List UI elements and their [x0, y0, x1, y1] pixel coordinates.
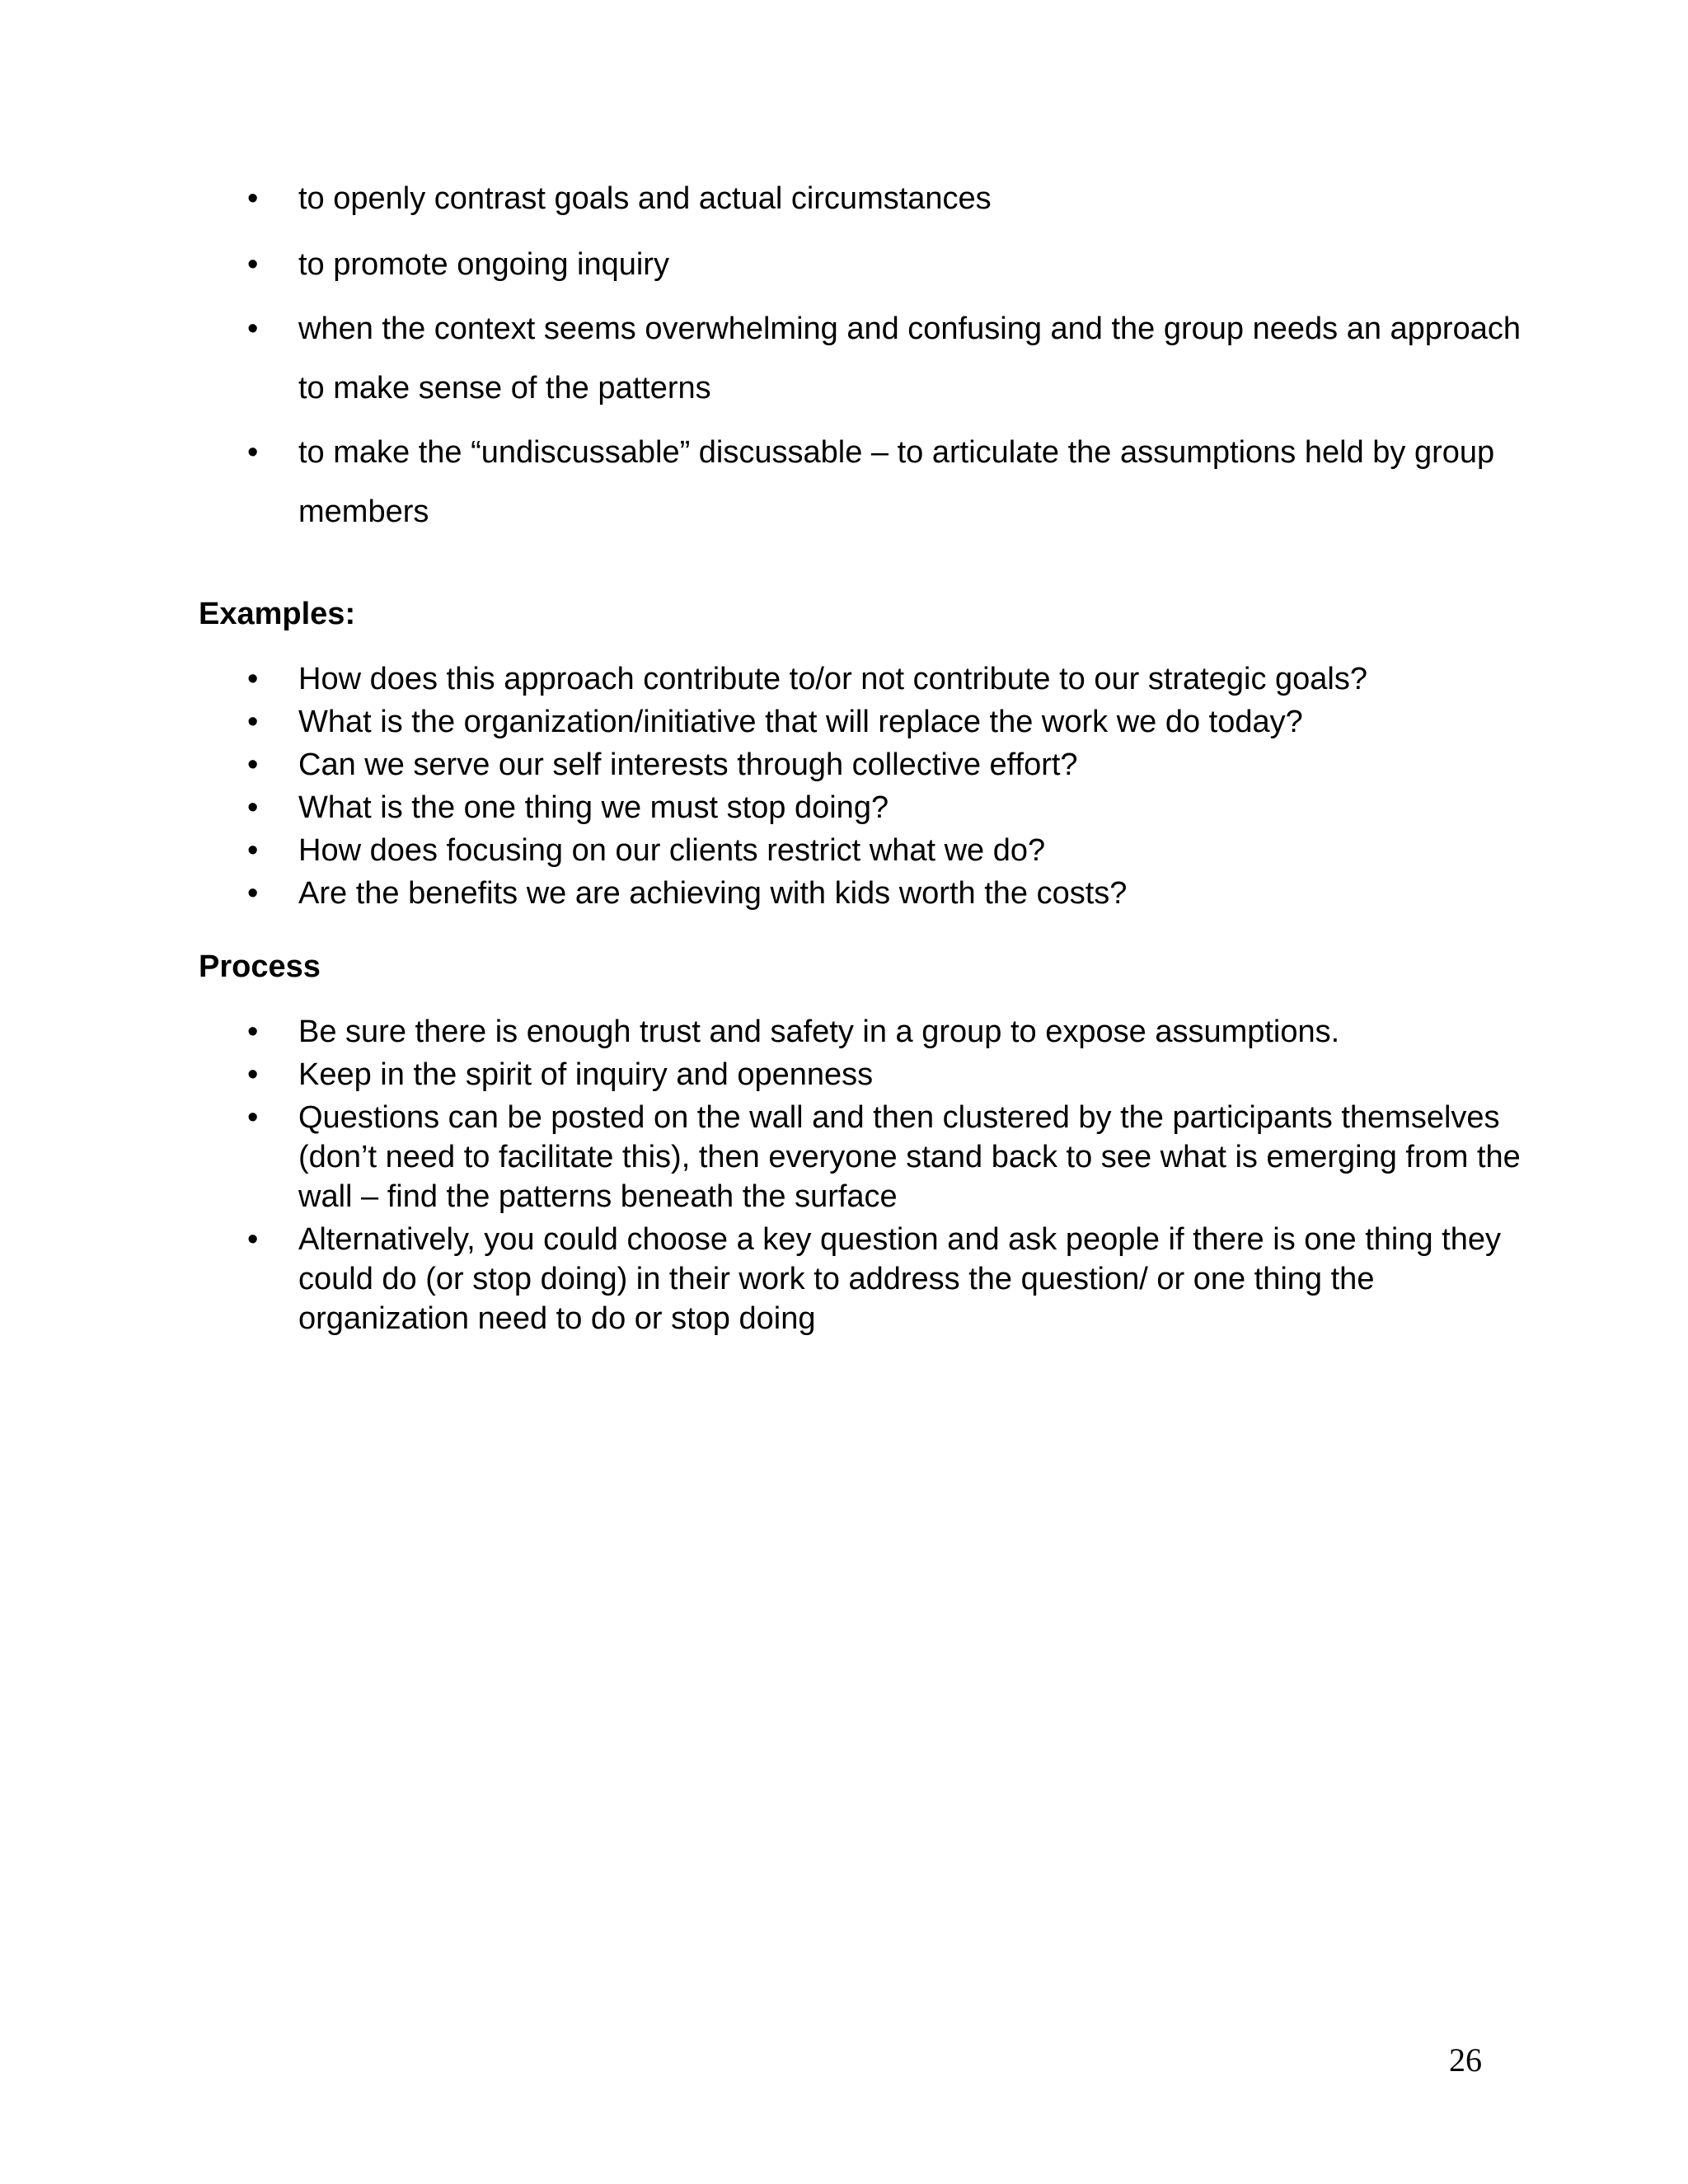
list-item	[0, 829, 1535, 872]
list-item-text: when the context seems overwhelming and confusing and the group needs an approach to make sense of the patterns	[298, 312, 1521, 405]
list-item	[0, 1055, 1535, 1094]
list-item	[0, 1098, 1535, 1216]
list-item-text: How does focusing on our clients restrict what we do?	[298, 833, 1046, 868]
bullet-icon: •	[247, 748, 259, 782]
list-item-text: Questions can be posted on the wall and then clustered by the participants themselves (don’t need to facilitate this), then everyone stand back to see what is emerging from the wall – find the patterns beneath the surface	[298, 1100, 1521, 1214]
examples-bullet-list	[0, 658, 1535, 915]
list-item	[0, 786, 1535, 829]
list-item	[0, 872, 1535, 915]
bullet-icon: •	[247, 247, 259, 282]
list-item-text: What is the one thing we must stop doing?	[298, 790, 889, 825]
bullet-icon: •	[247, 1015, 259, 1049]
list-item-text: Can we serve our self interests through collective effort?	[298, 748, 1078, 782]
list-item	[0, 701, 1535, 743]
list-item-text: to make the “undiscussable” discussable – to articulate the assumptions held by group members	[298, 435, 1495, 529]
bullet-icon: •	[247, 1057, 259, 1092]
bullet-icon: •	[247, 1100, 259, 1135]
bullet-icon: •	[247, 705, 259, 739]
intro-bullet-list	[0, 169, 1535, 546]
bullet-icon: •	[247, 181, 259, 216]
bullet-icon: •	[247, 312, 259, 346]
list-item	[0, 743, 1535, 786]
bullet-icon: •	[247, 876, 259, 911]
list-item	[0, 299, 1535, 418]
process-heading: Process	[199, 949, 321, 984]
bullet-icon: •	[247, 790, 259, 825]
list-item	[0, 658, 1535, 701]
list-item	[0, 423, 1535, 541]
list-item-text: Keep in the spirit of inquiry and openness	[298, 1057, 874, 1092]
bullet-icon: •	[247, 662, 259, 696]
list-item-text: How does this approach contribute to/or not contribute to our strategic goals?	[298, 662, 1367, 696]
list-item	[0, 1220, 1535, 1338]
list-item-text: to promote ongoing inquiry	[298, 247, 669, 282]
page-number: 26	[1449, 2041, 1482, 2079]
bullet-icon: •	[247, 833, 259, 868]
list-item-text: What is the organization/initiative that will replace the work we do today?	[298, 705, 1303, 739]
list-item	[0, 1012, 1535, 1052]
list-item-text: to openly contrast goals and actual circumstances	[298, 181, 992, 216]
list-item-text: Are the benefits we are achieving with kids worth the costs?	[298, 876, 1128, 911]
list-item	[0, 169, 1535, 228]
examples-heading: Examples:	[199, 597, 356, 631]
list-item-text: Alternatively, you could choose a key question and ask people if there is one thing they could do (or stop doing) in their work to address the question/ or one thing the organization need to do or stop doing	[298, 1222, 1501, 1336]
list-item	[0, 235, 1535, 294]
bullet-icon: •	[247, 435, 259, 470]
list-item-text: Be sure there is enough trust and safety in a group to expose assumptions.	[298, 1015, 1340, 1049]
process-bullet-list	[0, 1012, 1535, 1342]
bullet-icon: •	[247, 1222, 259, 1257]
